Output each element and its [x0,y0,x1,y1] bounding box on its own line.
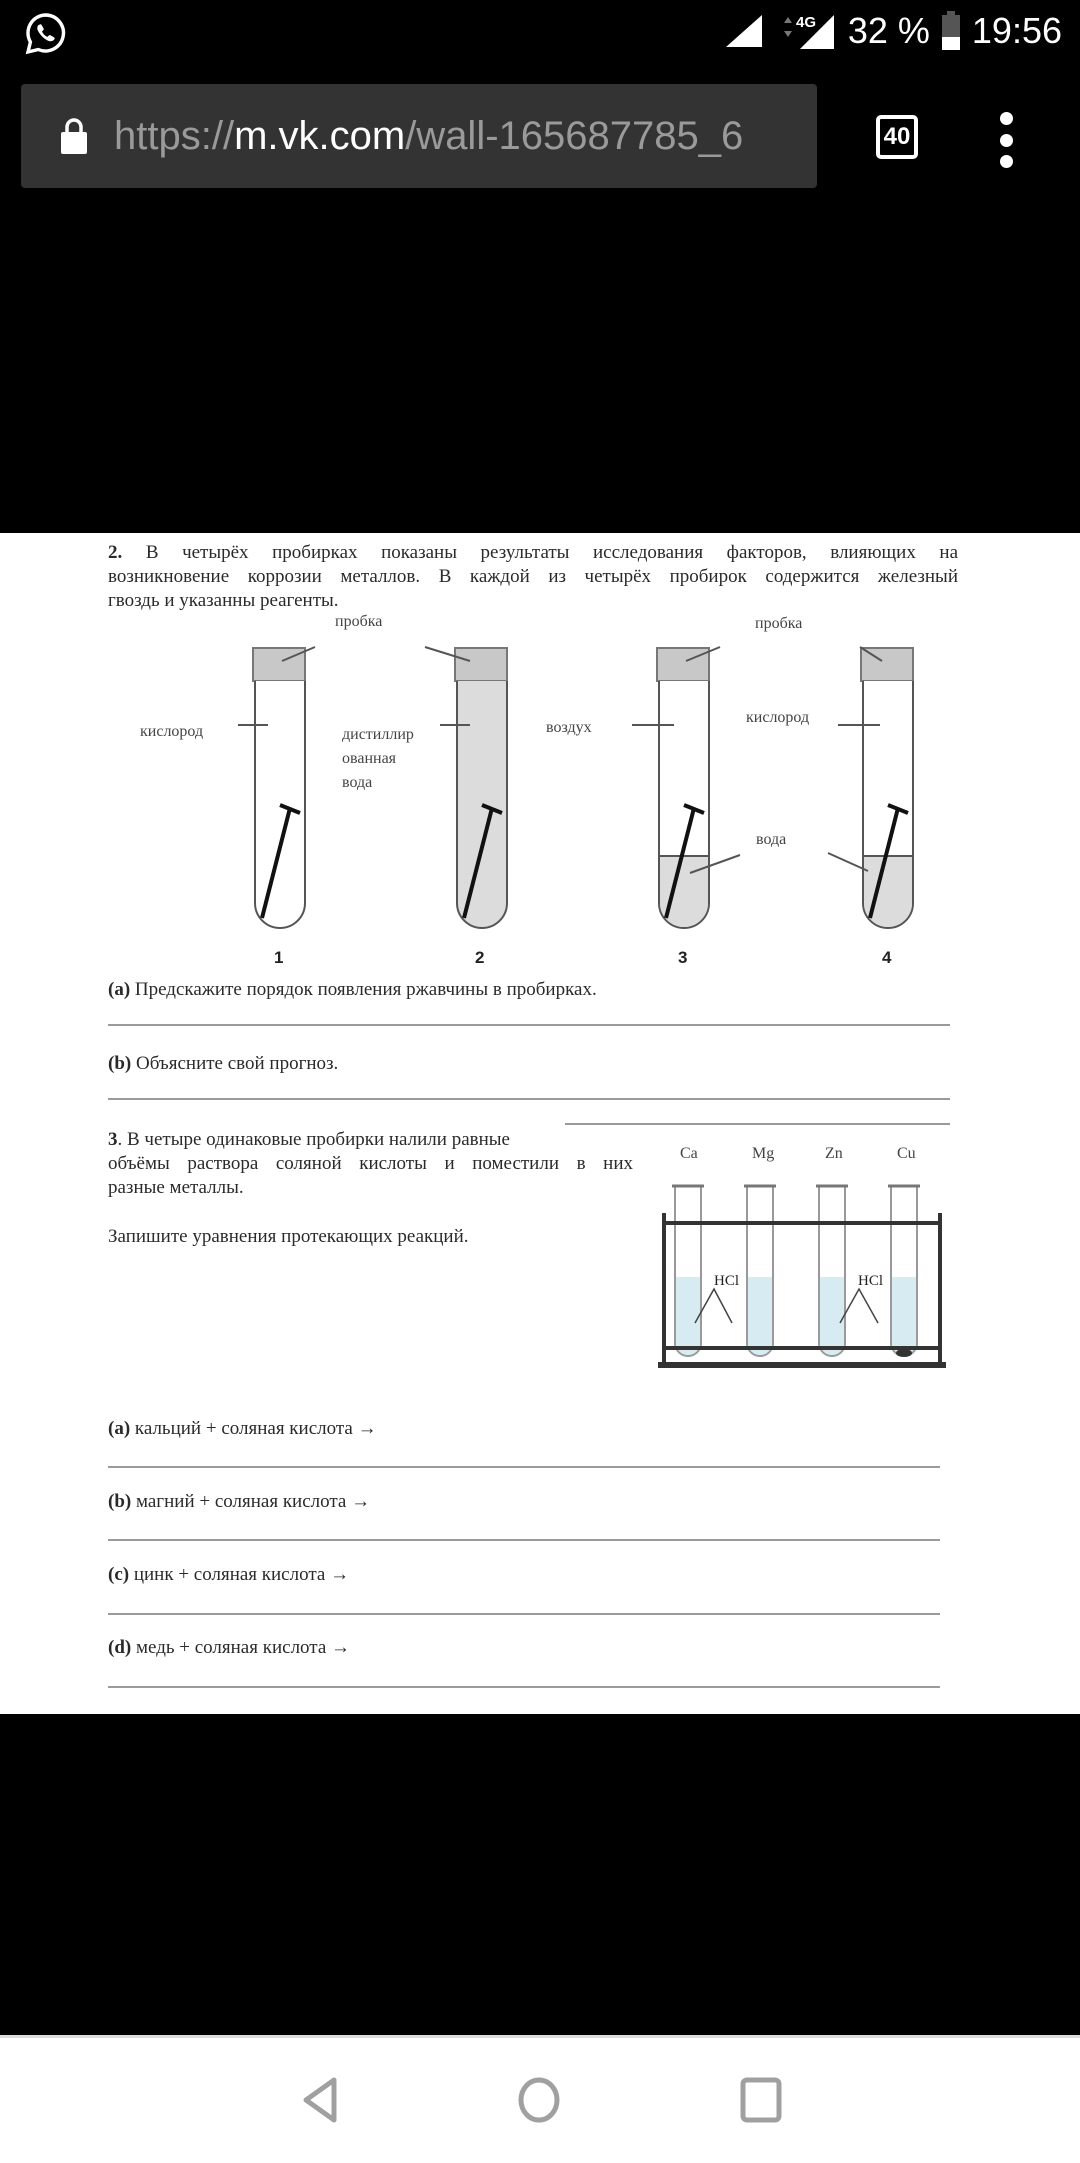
answer-line-3d [108,1686,940,1688]
answer-line-3a [108,1466,940,1468]
label-oxygen-4: кислород [746,709,810,726]
lock-icon [59,116,89,156]
home-icon[interactable] [515,2076,563,2124]
reaction-a: (a) кальций + соляная кислота → [108,1418,377,1439]
url-text[interactable]: https://m.vk.com/wall-165687785_6 [114,113,744,158]
status-bar [0,0,1080,66]
tube-number-1: 1 [274,948,284,967]
svg-text:4G: 4G [795,14,816,31]
answer-line-2b [108,1098,950,1100]
answer-line-3c [108,1613,940,1615]
network-4g-icon [774,11,838,51]
label-distilled-3: вода [342,774,373,791]
tube-number-4: 4 [882,948,892,967]
answer-line-2a [108,1024,950,1026]
label-water: вода [756,831,787,848]
label-air: воздух [546,719,592,736]
task3-line1: 3. В четыре одинаковые пробирки налили равные [108,1129,510,1150]
tube-number-2: 2 [475,948,485,967]
answer-line-3b [108,1539,940,1541]
task3-instruction: Запишите уравнения протекающих реакций. [108,1226,469,1247]
hcl-label-2: HCl [858,1273,884,1289]
label-stopper-right: пробка [755,615,803,632]
hcl-rack-diagram [650,1173,960,1923]
label-distilled-2: ованная [342,750,397,767]
corrosion-tubes-diagram [0,533,1080,953]
back-icon[interactable] [298,2076,342,2124]
battery-percent: 32 % [847,10,930,51]
hcl-label-1: HCl [714,1273,740,1289]
signal-icon [724,13,764,49]
label-distilled-1: дистиллир [342,726,414,743]
metal-cu: Cu [897,1145,916,1162]
question-2a: (a) Предскажите порядок появления ржавчины в пробирках. [108,979,597,1000]
tab-switcher-button[interactable]: 40 [876,115,918,159]
question-2b: (b) Объясните свой прогноз. [108,1053,339,1074]
clock: 19:56 [971,10,1062,51]
label-stopper-left: пробка [335,613,383,630]
reaction-b: (b) магний + соляная кислота → [108,1491,371,1512]
reaction-d: (d) медь + соляная кислота → [108,1637,351,1658]
task2-line1: 2. В четырёх пробирках показаны результаты исследования факторов, влияющих на [108,542,959,563]
metal-mg: Mg [752,1145,775,1162]
task3-line2: объёмы раствора соляной кислоты и поместили в них [108,1153,633,1174]
url-bar[interactable] [21,84,817,188]
tube-number-3: 3 [678,948,688,967]
task2-line2: возникновение коррозии металлов. В каждой из четырёх пробирок содержится железный [108,566,958,587]
metal-zn: Zn [825,1145,843,1162]
whatsapp-icon [24,12,68,56]
navigation-bar [0,2035,1080,2163]
task3-line3: разные металлы. [108,1177,244,1198]
worksheet-image [0,533,1080,1714]
battery-icon [940,11,962,51]
metal-ca: Ca [680,1145,698,1162]
label-oxygen-1: кислород [140,723,204,740]
answer-line-extra [565,1123,950,1125]
more-vert-icon[interactable] [994,112,1018,168]
reaction-c: (c) цинк + соляная кислота → [108,1564,350,1585]
browser-toolbar [0,66,1080,200]
task2-line3: гвоздь и указанны реагенты. [108,590,339,611]
recents-icon[interactable] [738,2076,784,2124]
